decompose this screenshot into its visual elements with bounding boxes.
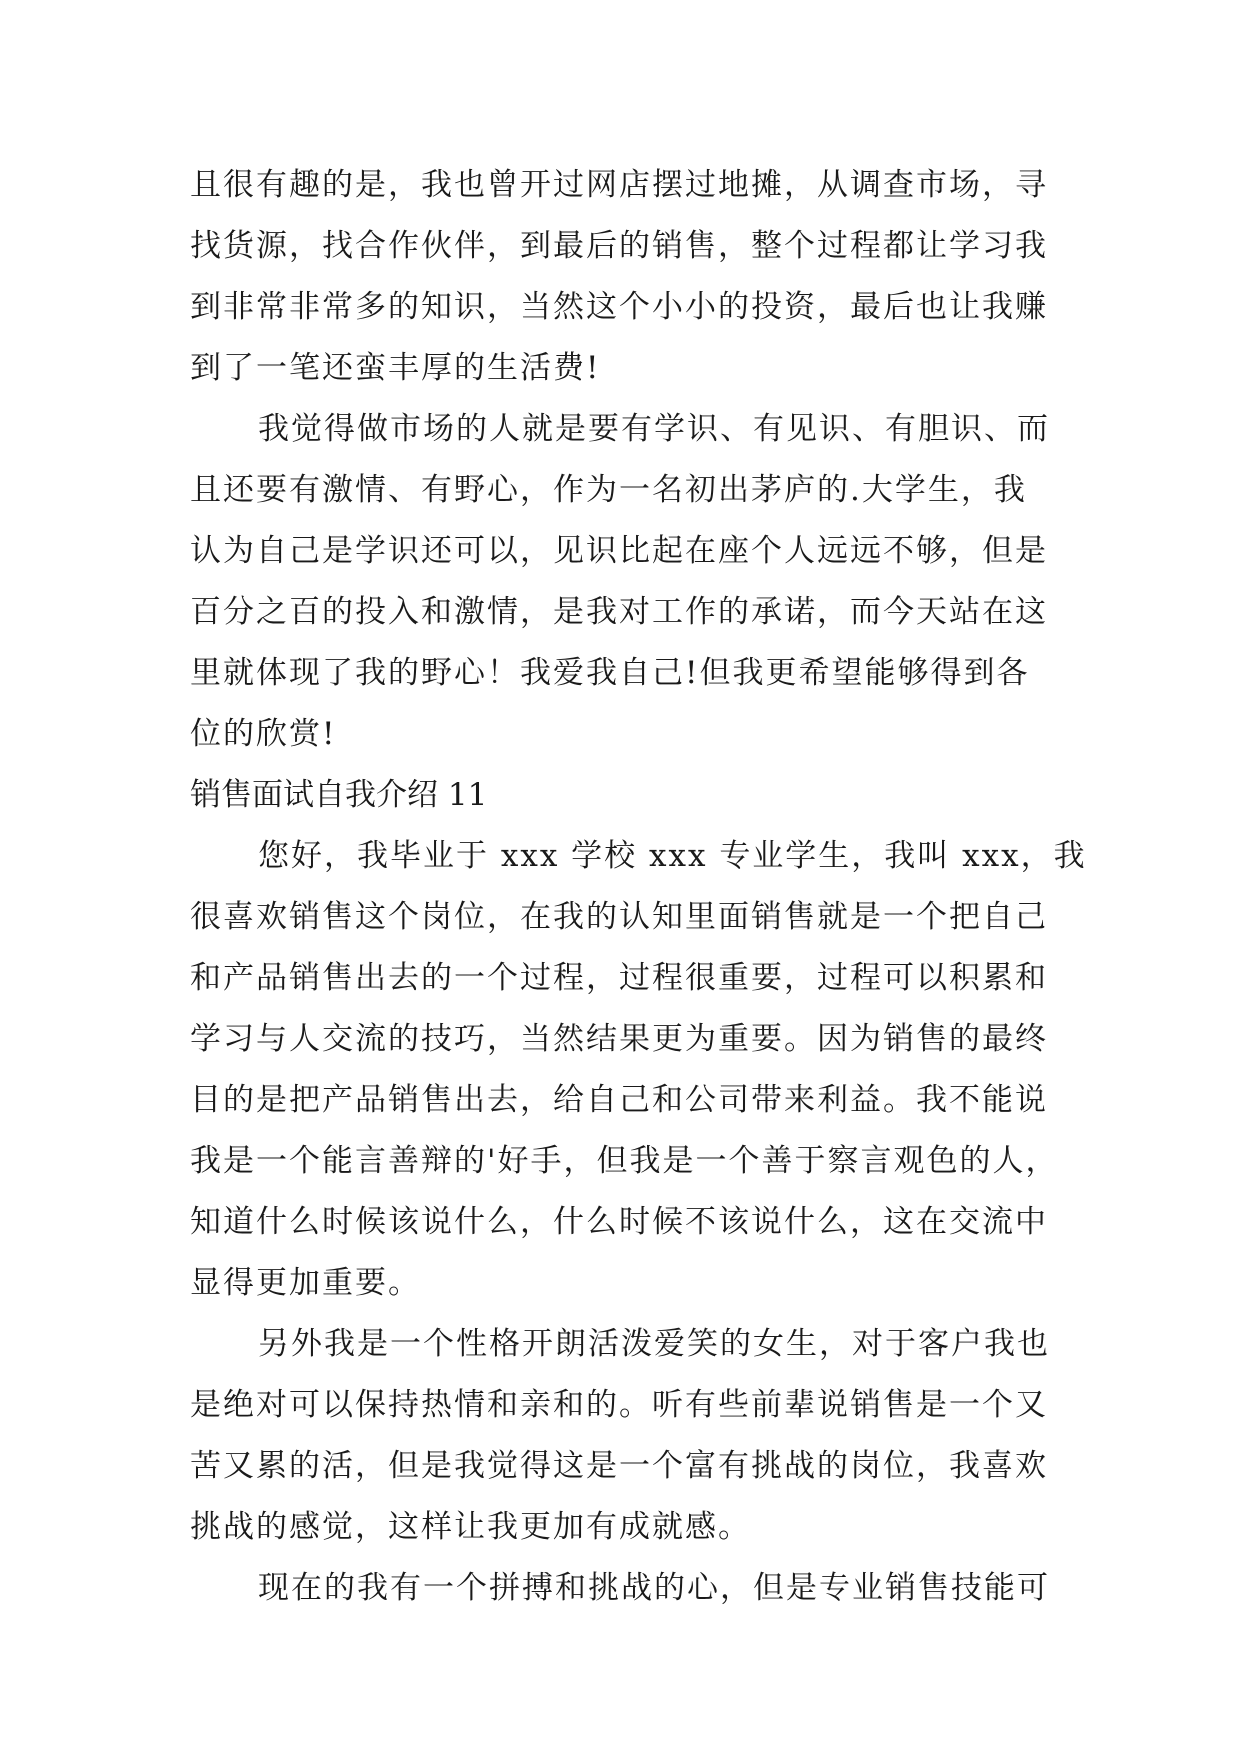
- paragraph-first-line: 您好，我毕业于 xxx 学校 xxx 专业学生，我叫 xxx，我: [258, 838, 1087, 874]
- paragraph-line: 找货源，找合作伙伴，到最后的销售，整个过程都让学习我: [190, 228, 1048, 264]
- paragraph-line: 且还要有激情、有野心，作为一名初出茅庐的.大学生，我: [190, 472, 1027, 508]
- paragraph-first-line: 我觉得做市场的人就是要有学识、有见识、有胆识、而: [258, 411, 1050, 447]
- paragraph-line: 到非常非常多的知识，当然这个小小的投资，最后也让我赚: [190, 289, 1048, 325]
- paragraph-line: 百分之百的投入和激情，是我对工作的承诺，而今天站在这: [190, 594, 1048, 630]
- paragraph-line: 挑战的感觉，这样让我更加有成就感。: [190, 1509, 751, 1545]
- paragraph-line: 位的欣赏!: [190, 716, 337, 752]
- paragraph-first-line: 现在的我有一个拼搏和挑战的心，但是专业销售技能可: [258, 1570, 1050, 1606]
- paragraph-line: 认为自己是学识还可以，见识比起在座个人远远不够，但是: [190, 533, 1048, 569]
- paragraph-line: 显得更加重要。: [190, 1265, 421, 1301]
- paragraph-line: 和产品销售出去的一个过程，过程很重要，过程可以积累和: [190, 960, 1048, 996]
- paragraph-line: 目的是把产品销售出去，给自己和公司带来利益。我不能说: [190, 1082, 1048, 1118]
- paragraph-line: 很喜欢销售这个岗位，在我的认知里面销售就是一个把自己: [190, 899, 1048, 935]
- paragraph-line: 里就体现了我的野心！我爱我自己!但我更希望能够得到各: [190, 655, 1030, 691]
- paragraph-line: 苦又累的活，但是我觉得这是一个富有挑战的岗位，我喜欢: [190, 1448, 1048, 1484]
- paragraph-line: 学习与人交流的技巧，当然结果更为重要。因为销售的最终: [190, 1021, 1048, 1057]
- paragraph-line: 到了一笔还蛮丰厚的生活费!: [190, 350, 601, 386]
- paragraph-line: 我是一个能言善辩的'好手，但我是一个善于察言观色的人，: [190, 1143, 1059, 1179]
- paragraph-first-line: 另外我是一个性格开朗活泼爱笑的女生，对于客户我也: [258, 1326, 1050, 1362]
- paragraph-line: 是绝对可以保持热情和亲和的。听有些前辈说销售是一个又: [190, 1387, 1048, 1423]
- paragraph-line: 知道什么时候该说什么，什么时候不该说什么，这在交流中: [190, 1204, 1048, 1240]
- document-body: [190, 155, 1087, 1619]
- paragraph-line: 且很有趣的是，我也曾开过网店摆过地摊，从调查市场，寻: [190, 167, 1048, 203]
- section-heading: 销售面试自我介绍 11: [190, 777, 488, 813]
